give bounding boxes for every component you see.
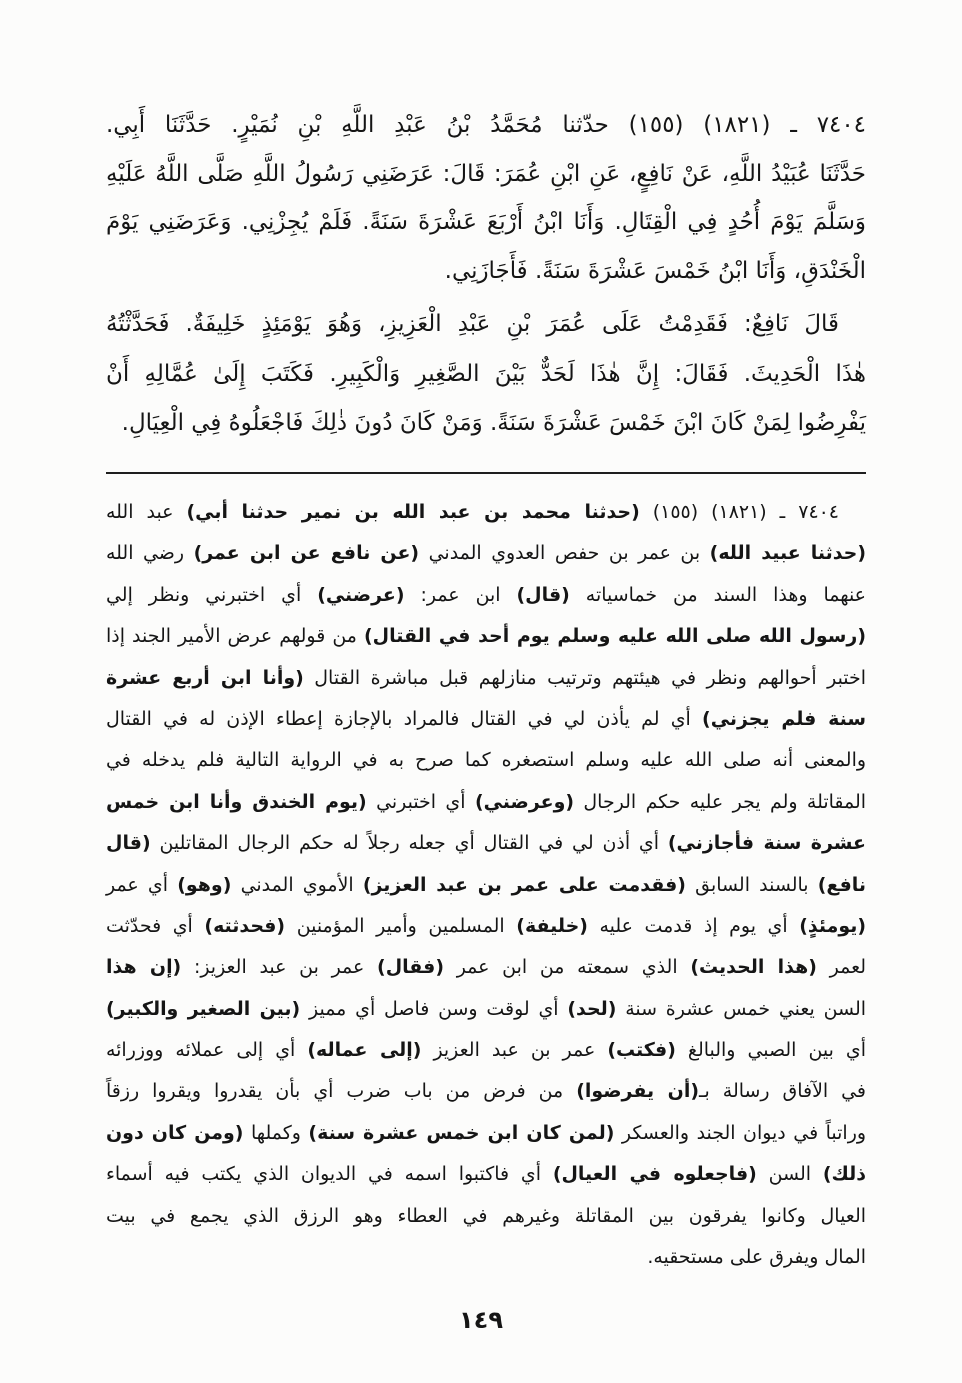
- commentary-quoted-text: عشرة سنة فأجازني): [667, 832, 866, 855]
- commentary-explanation-text: أي يوم إذ قدمت عليه: [587, 914, 800, 937]
- commentary-explanation-text: المال ويفرق على مستحقيه.: [647, 1246, 866, 1269]
- commentary-explanation-text: أي بين الصبي والبالغ: [675, 1039, 867, 1062]
- commentary-explanation-text: أي فاكتبوا اسمه في الديوان الذي يكتب فيه أسماء: [106, 1163, 553, 1186]
- commentary-quoted-text: (أن يفرضوا): [576, 1080, 699, 1103]
- commentary-explanation-text: اختبر أحوالهم ونظر في هيئتهم وترتيب منازلهم قبل مباشرة القتال: [303, 666, 866, 689]
- commentary-explanation-text: عمر بن عبد العزيز: [421, 1039, 608, 1062]
- commentary-quoted-text: (لحد): [567, 997, 617, 1020]
- commentary-explanation-text: بالسند السابق: [685, 873, 818, 896]
- commentary-explanation-text: أي أذن لي في القتال أي جعله رجلاً له حكم الرجال المقاتلين: [150, 832, 668, 855]
- commentary-explanation-text: أي لم يأذن لي في القتال فالمراد بالإجازة إعطاء الإذن له في القتال: [106, 707, 703, 730]
- commentary-quoted-text: (فقال): [377, 956, 444, 979]
- commentary-explanation-text: بن عمر بن حفص العدوي المدني: [419, 542, 710, 565]
- commentary-explanation-text: الذي سمعته من ابن عمر: [443, 956, 691, 979]
- commentary-line: [106, 658, 866, 699]
- hadith-text: [106, 101, 866, 449]
- hadith-paragraph: [106, 300, 866, 449]
- commentary-explanation-text: ابن عمر:: [404, 583, 517, 606]
- commentary-line: [106, 1113, 866, 1154]
- commentary-explanation-text: المقاتلة ولم يجر عليه حكم الرجال: [574, 790, 866, 813]
- commentary-explanation-text: من قولهم عرض الأمير الجند إذا: [106, 625, 364, 648]
- commentary-quoted-text: (عن نافع عن ابن عمر): [193, 542, 420, 565]
- commentary-line: [106, 492, 866, 533]
- commentary-explanation-text: السن: [756, 1163, 823, 1186]
- commentary-explanation-text: في الآفاق رسالة بـ: [699, 1080, 866, 1103]
- commentary-line: [106, 1196, 866, 1237]
- commentary-quoted-text: (لمن كان ابن خمس عشرة سنة): [308, 1121, 615, 1144]
- hadith-line: يَفْرِضُوا لِمَنْ كَانَ ابْنَ خَمْسَ عَشْرَةَ سَنَةً. وَمَنْ كَانَ دُونَ ذٰلِكَ فَاجْعَلُوهُ فِي الْعِيَالِ.: [121, 410, 866, 436]
- commentary-quoted-text: (قال: [106, 832, 151, 855]
- commentary-quoted-text: (حدثنا محمد بن عبد الله بن نمير حدثنا أبي): [186, 501, 640, 523]
- commentary-line: [106, 1154, 866, 1195]
- commentary-explanation-text: عبد الله: [106, 501, 187, 523]
- commentary-quoted-text: سنة فلم يجزني): [702, 707, 866, 730]
- commentary-line: [106, 533, 866, 574]
- commentary-quoted-text: (يوم الخندق وأنا ابن خمس: [106, 790, 367, 813]
- commentary-line: [106, 947, 866, 988]
- commentary-quoted-text: (حدثنا عبيد الله): [709, 542, 866, 565]
- commentary-explanation-text: عنهما وهذا السند من خماسياته: [569, 583, 866, 606]
- commentary-line: [106, 740, 866, 781]
- hadith-paragraph: [106, 101, 866, 295]
- hadith-line: وَسَلَّمَ يَوْمَ أُحُدٍ فِي الْقِتَالِ. وَأَنَا ابْنُ أَرْبَعَ عَشْرَةَ سَنَةً. فَلَمْ يُجِزْنِي. وَعَرَضَنِي يَوْمَ: [106, 209, 866, 235]
- commentary-explanation-text: وراتباً في ديوان الجند والعسكر: [614, 1121, 866, 1144]
- commentary-explanation-text: السن يعني خمس عشرة سنة: [616, 997, 866, 1020]
- commentary-quoted-text: (فحدثته): [204, 914, 286, 937]
- commentary-line: [106, 1071, 866, 1112]
- commentary-line: [106, 1030, 866, 1071]
- commentary-line: [106, 782, 866, 823]
- commentary-quoted-text: (خليفة): [516, 914, 588, 937]
- commentary-quoted-text: (فقدمت على عمر بن عبد العزيز): [362, 873, 686, 896]
- commentary-explanation-text: لعمر: [816, 956, 866, 979]
- commentary-line: [106, 616, 866, 657]
- commentary-quoted-text: (فاجعلوه في العيال): [552, 1163, 757, 1186]
- commentary-line: [106, 1237, 866, 1278]
- commentary-explanation-text: من فرض من باب ضرب أي بأن يقدروا ويقروا رزقاً: [106, 1080, 577, 1103]
- commentary-explanation-text: أي عمر: [106, 873, 178, 896]
- commentary-quoted-text: (إلى عماله): [307, 1039, 422, 1062]
- commentary-text: [106, 492, 866, 1278]
- commentary-quoted-text: نافع): [817, 873, 867, 896]
- commentary-explanation-text: عمر بن عبد العزيز:: [181, 956, 378, 979]
- commentary-explanation-text: والمعنى أنه صلى الله عليه وسلم استصغره كما صرح به في الرواية التالية فلم يدخله في: [106, 749, 866, 772]
- commentary-quoted-text: (عرضني): [317, 583, 405, 606]
- commentary-quoted-text: ذلك): [822, 1163, 866, 1186]
- hadith-line: ٧٤٠٤ ـ (١٨٢١) (١٥٥) حدّثنا مُحَمَّدُ بْنُ عَبْدِ اللَّهِ بْنِ نُمَيْرٍ. حَدَّثَنَا أَبِي.: [106, 112, 866, 138]
- commentary-quoted-text: (قال): [516, 583, 570, 606]
- commentary-explanation-text: رضي الله: [106, 542, 194, 565]
- commentary-explanation-text: ٧٤٠٤ ـ (١٨٢١) (١٥٥): [639, 501, 839, 523]
- commentary-quoted-text: (يومئذٍ): [799, 914, 866, 937]
- hadith-line: قَالَ نَافِعٌ: فَقَدِمْتُ عَلَى عُمَرَ بْنِ عَبْدِ الْعَزِيزِ، وَهُوَ يَوْمَئِذٍ خَلِيفَةٌ. فَحَدَّثْتُهُ: [106, 311, 839, 337]
- commentary-quoted-text: (إن هذا: [106, 956, 182, 979]
- commentary-line: [106, 823, 866, 864]
- commentary-explanation-text: المسلمين وأمير المؤمنين: [285, 914, 517, 937]
- commentary-quoted-text: (فكتب): [607, 1039, 676, 1062]
- commentary-explanation-text: الأموي المدني: [231, 873, 363, 896]
- commentary-line: [106, 906, 866, 947]
- commentary-explanation-text: أي اختبرني: [366, 790, 475, 813]
- hadith-line: هٰذَا الْحَدِيثَ. فَقَالَ: إِنَّ هٰذَا لَحَدٌّ بَيْنَ الصَّغِيرِ وَالْكَبِيرِ. فَكَتَبَ إِلَىٰ عُمَّالِهِ أَنْ: [106, 360, 866, 387]
- commentary-quoted-text: (بين الصغير والكبير): [106, 997, 301, 1020]
- commentary-explanation-text: أي لوقت وسن فاصل أي مميز: [300, 997, 568, 1020]
- page-number: ١٤٩: [459, 1306, 503, 1334]
- commentary-quoted-text: (وعرضني): [474, 790, 575, 813]
- commentary-explanation-text: أي اختبرني ونظر إلي: [106, 583, 318, 606]
- commentary-line: [106, 699, 866, 740]
- commentary-quoted-text: (ومن كان دون: [106, 1121, 244, 1144]
- hadith-line: حَدَّثَنَا عُبَيْدُ اللَّهِ، عَنْ نَافِعٍ، عَنِ ابْنِ عُمَرَ: قَالَ: عَرَضَنِي رَسُولُ اللَّهِ صَلَّى اللَّهُ عَلَيْهِ: [106, 160, 866, 187]
- commentary-explanation-text: وكملها: [243, 1121, 309, 1144]
- commentary-explanation-text: أي إلى عملائه ووزرائه: [106, 1039, 308, 1062]
- commentary-line: [106, 575, 866, 616]
- commentary-line: [106, 865, 866, 906]
- commentary-line: [106, 989, 866, 1030]
- commentary-quoted-text: (هذا الحديث): [690, 956, 817, 979]
- commentary-quoted-text: (رسول الله صلى الله عليه وسلم يوم أحد في القتال): [364, 625, 866, 648]
- commentary-quoted-text: (وأنا ابن أربع عشرة: [106, 666, 304, 689]
- commentary-explanation-text: أي فحدّثت: [106, 914, 205, 937]
- commentary-quoted-text: (وهو): [177, 873, 232, 896]
- footnote-separator: [106, 472, 866, 474]
- commentary-explanation-text: العيال وكانوا يفرقون بين المقاتلة وغيرهم في العطاء وهو الرزق الذي يجمع في بيت: [106, 1204, 866, 1227]
- hadith-line: الْخَنْدَقِ، وَأَنَا ابْنُ خَمْسَ عَشْرَةَ سَنَةً. فَأَجَازَنِي.: [444, 257, 866, 284]
